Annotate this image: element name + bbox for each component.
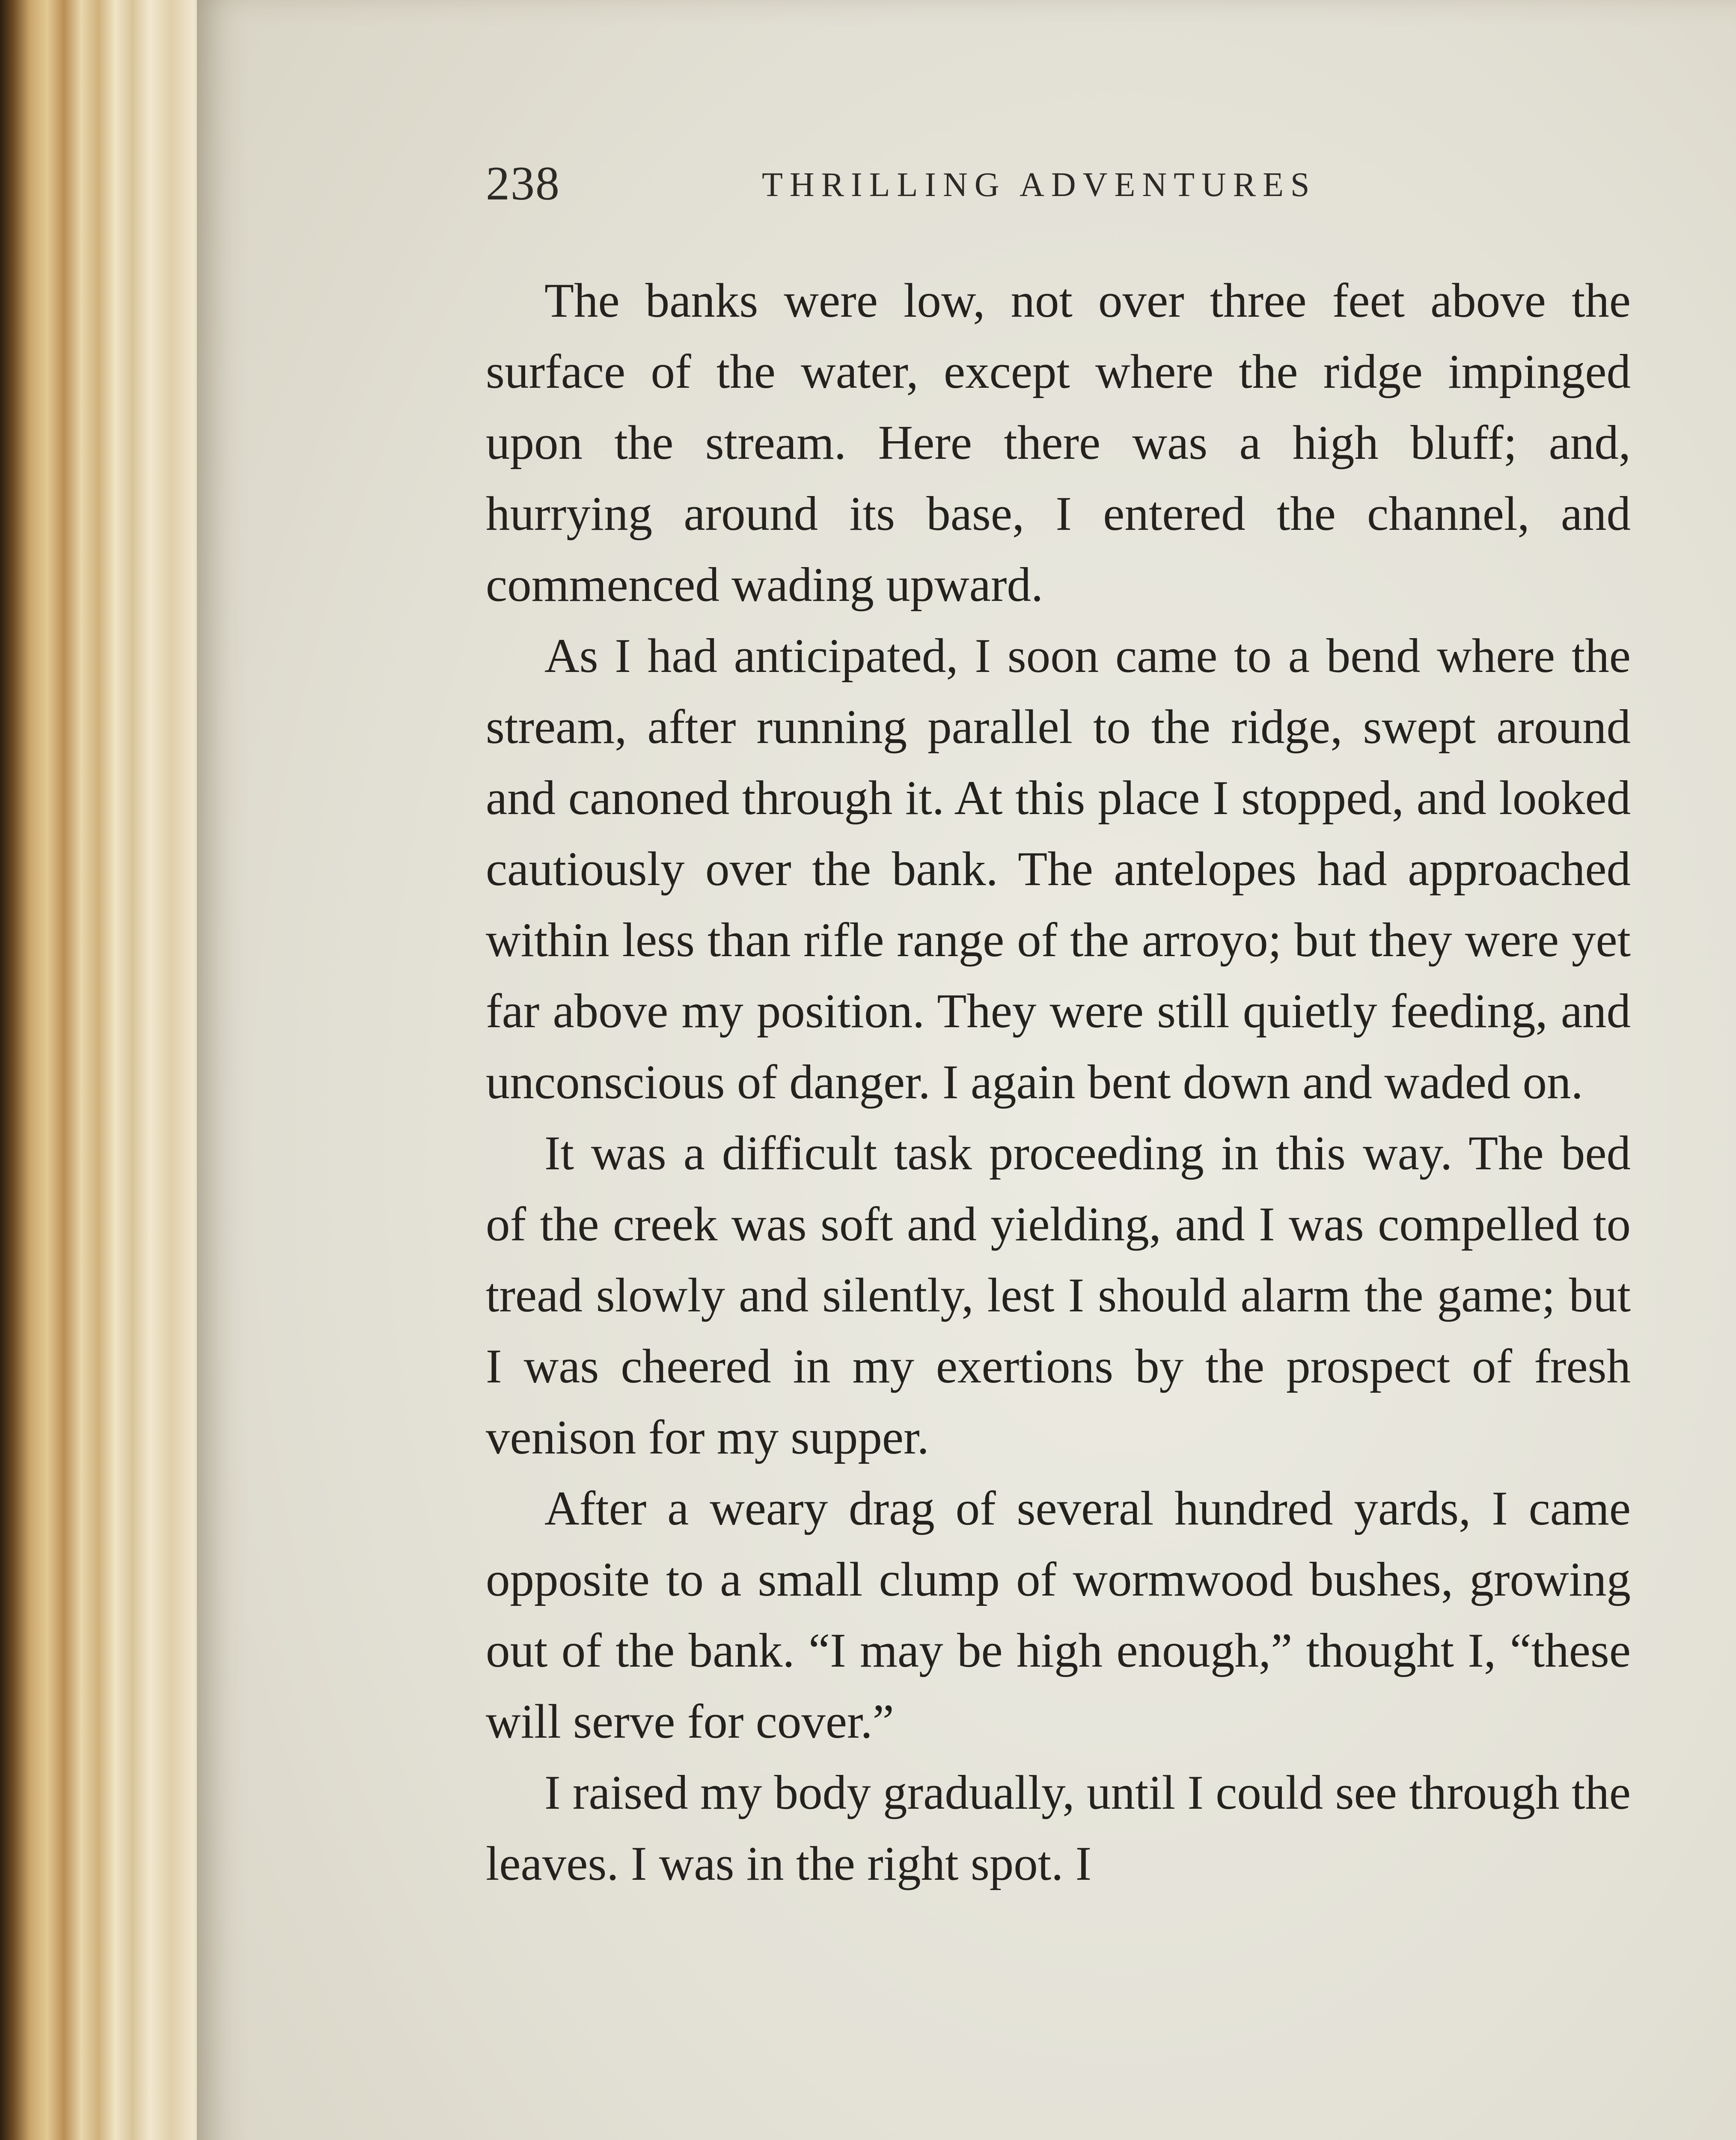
- paragraph: I raised my body gradually, until I could see through the leaves. I was in the right spot. I: [486, 1766, 1631, 1890]
- page-number: 238: [486, 157, 560, 210]
- paragraph: After a weary drag of several hundred yards, I came opposite to a small clump of wormwood bushes, growing out of the bank. “I may be high enough,” thought I, “these will serve for cover.”: [486, 1482, 1631, 1748]
- body-text: [486, 265, 1631, 1899]
- page-header: [486, 156, 1599, 212]
- running-head: THRILLING ADVENTURES: [762, 166, 1317, 204]
- paragraph: It was a difficult task proceeding in this way. The bed of the creek was soft and yielding, and I was compelled to tread slowly and silently, lest I should alarm the game; but I was cheered in my exertions by the prospect of fresh venison for my supper.: [486, 1126, 1631, 1464]
- paragraph: The banks were low, not over three feet above the surface of the water, except where the ridge impinged upon the stream. Here there was a high bluff; and, hurrying around its base, I entered the channel, and commenced wading upward.: [486, 274, 1631, 612]
- paragraph: As I had anticipated, I soon came to a bend where the stream, after running parallel to the ridge, swept around and canoned through it. At this place I stopped, and looked cautiously over the bank. The antelopes had approached within less than rifle range of the arroyo; but they were yet far above my position. They were still quietly feeding, and unconscious of danger. I again bent down and waded on.: [486, 629, 1631, 1109]
